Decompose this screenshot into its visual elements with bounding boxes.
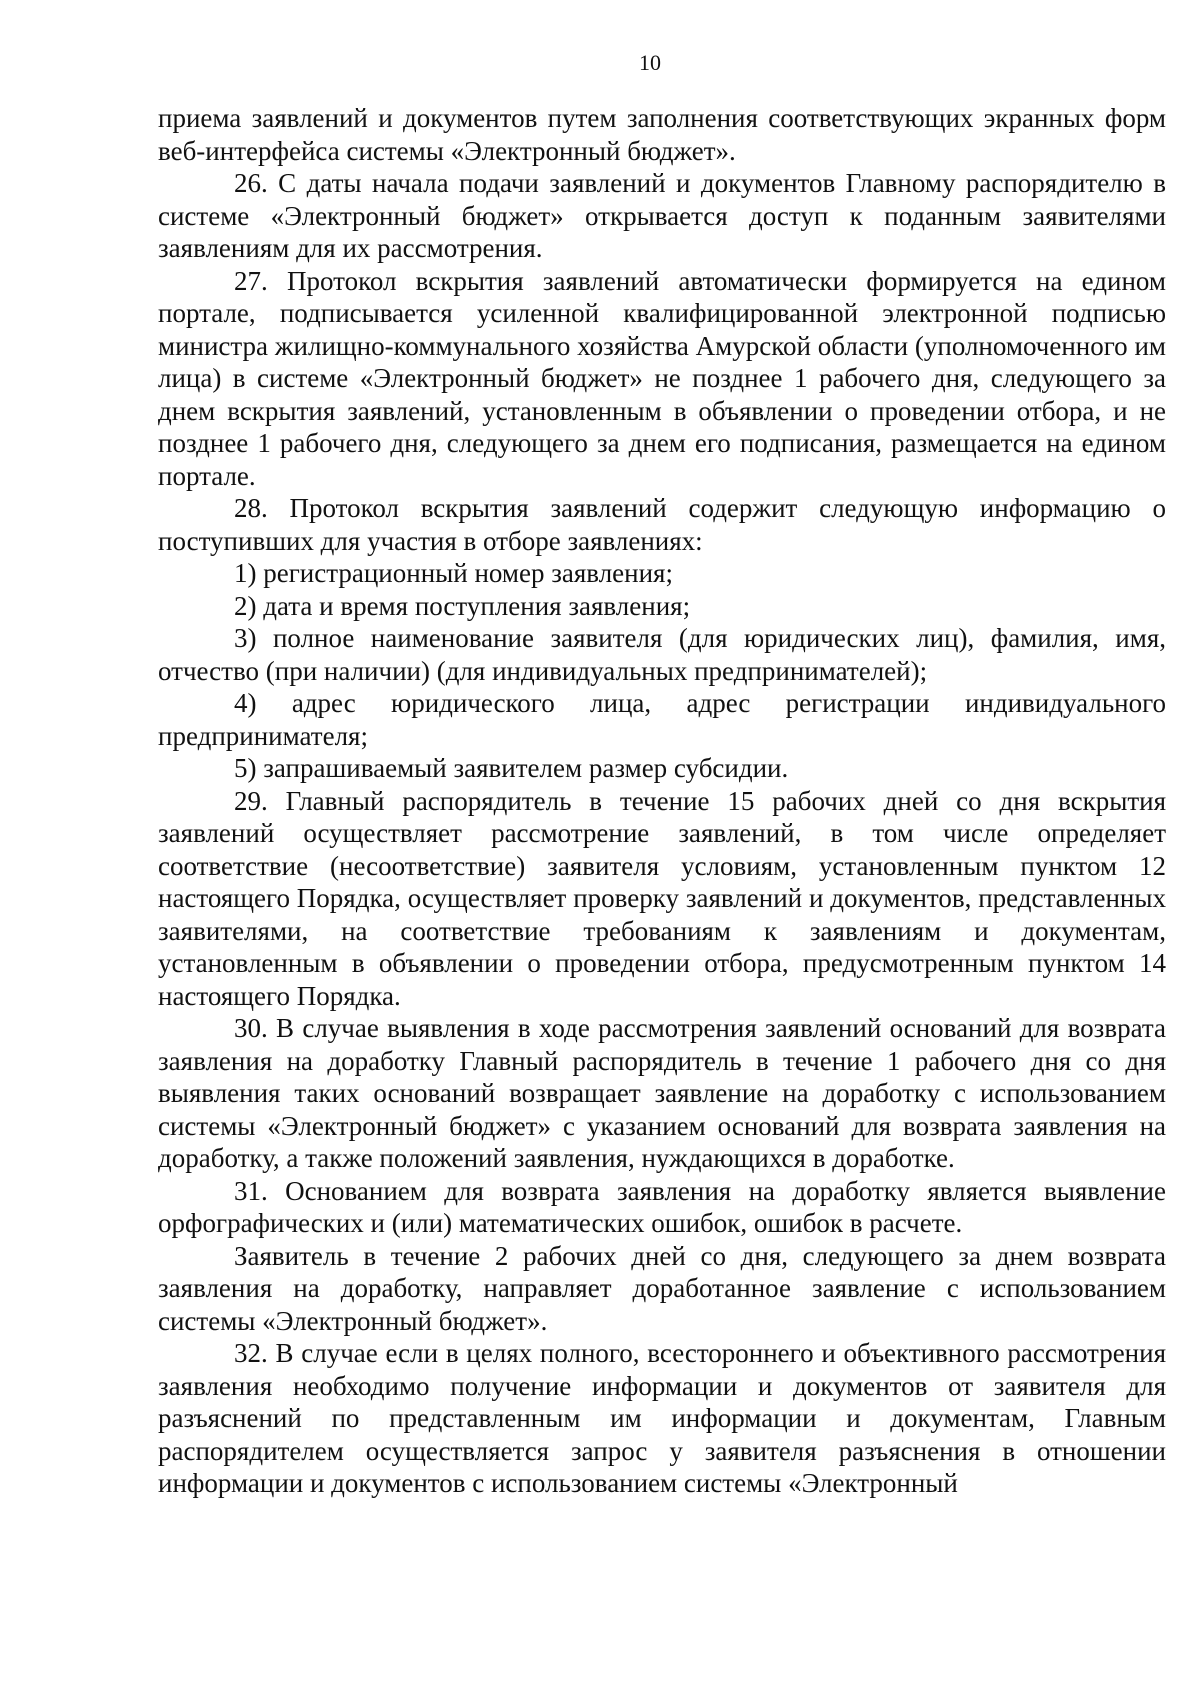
paragraph-31: 31. Основанием для возврата заявления на доработку является выявление орфографических и (или) математических ошибок, ошибок в расчете. [158,1175,1166,1238]
paragraph-28: 28. Протокол вскрытия заявлений содержит следующую информацию о поступивших для участия в отборе заявлениях: [158,493,1166,556]
list-item-3: 3) полное наименование заявителя (для юридических лиц), фамилия, имя, отчество (при наличии) (для индивидуальных предпринимателей); [158,623,1166,686]
list-item-2: 2) дата и время поступления заявления; [234,590,691,621]
paragraph-continuation: приема заявлений и документов путем заполнения соответствующих экранных форм веб-интерфейса системы «Электронный бюджет». [158,103,1166,166]
paragraph-32: 32. В случае если в целях полного, всестороннего и объективного рассмотрения заявления необходимо получение информации и документов от заявителя для разъяснений по представленным им информации и документам, Главным распорядителем осуществляется запрос у заявителя разъяснения в отношении информации и документов с использованием системы «Электронный [158,1338,1166,1498]
paragraph-27: 27. Протокол вскрытия заявлений автоматически формируется на едином портале, подписывается усиленной квалифицированной электронной подписью министра жилищно-коммунального хозяйства Амурской области (уполномоченного им лица) в системе «Электронный бюджет» не позднее 1 рабочего дня, следующего за днем вскрытия заявлений, установленным в объявлении о проведении отбора, и не позднее 1 рабочего дня, следующего за днем его подписания, размещается на едином портале. [158,265,1166,491]
paragraph-31-applicant: Заявитель в течение 2 рабочих дней со дня, следующего за днем возврата заявления на доработку, направляет доработанное заявление с использованием системы «Электронный бюджет». [158,1240,1166,1336]
list-item-1: 1) регистрационный номер заявления; [234,558,673,588]
document-body [158,102,1166,1500]
list-item-4: 4) адрес юридического лица, адрес регистрации индивидуального предпринимателя; [158,688,1166,751]
paragraph-26: 26. С даты начала подачи заявлений и документов Главному распорядителю в системе «Электронный бюджет» открывается доступ к поданным заявителями заявлениям для их рассмотрения. [158,168,1166,263]
paragraph-29: 29. Главный распорядитель в течение 15 рабочих дней со дня вскрытия заявлений осуществляет рассмотрение заявлений, в том числе определяет соответствие (несоответствие) заявителя условиям, установленным пунктом 12 настоящего Порядка, осуществляет проверку заявлений и документов, представленных заявителями, на соответствие требованиям к заявлениям и документам, установленным в объявлении о проведении отбора, предусмотренным пунктом 14 настоящего Порядка. [158,785,1166,1011]
list-item-5: 5) запрашиваемый заявителем размер субсидии. [234,753,789,783]
page-number: 10 [639,50,661,75]
paragraph-30: 30. В случае выявления в ходе рассмотрения заявлений оснований для возврата заявления на доработку Главный распорядитель в течение 1 рабочего дня со дня выявления таких оснований возвращает заявление на доработку с использованием системы «Электронный бюджет» с указанием оснований для возврата заявления на доработку, а также положений заявления, нуждающихся в доработке. [158,1013,1166,1173]
